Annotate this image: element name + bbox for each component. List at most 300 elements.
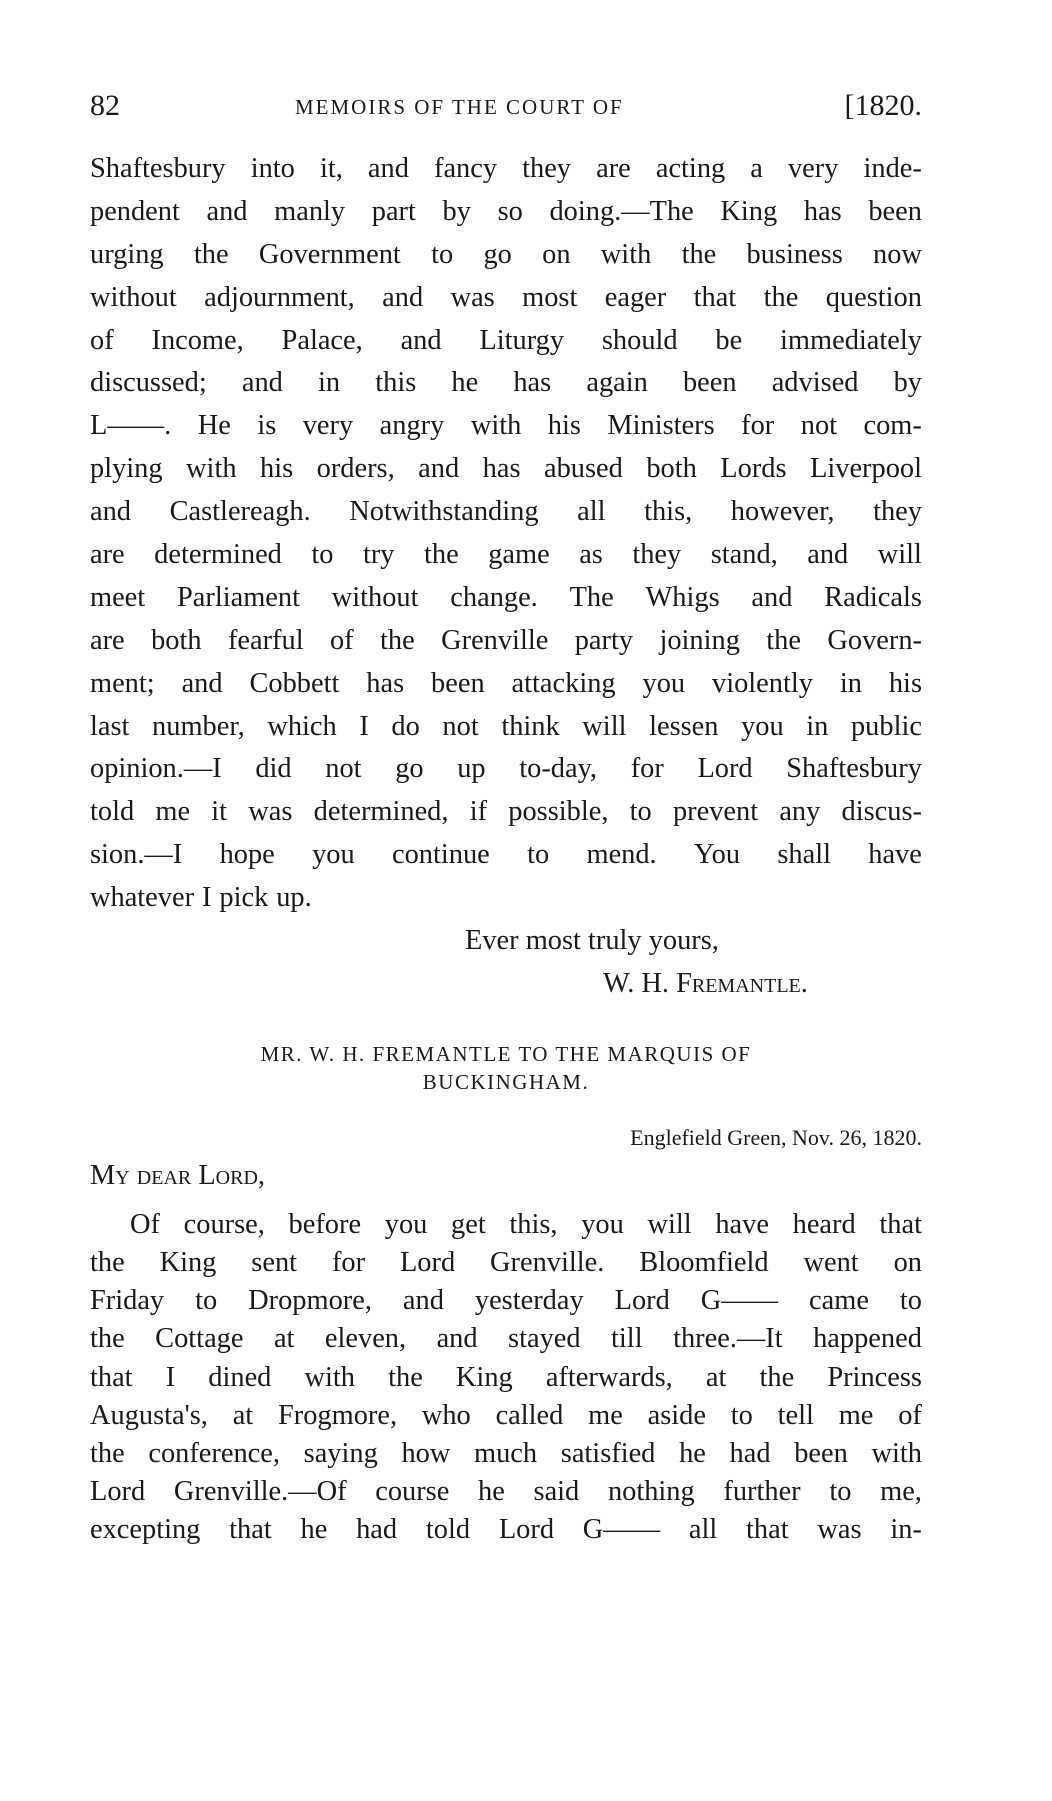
word: Princess	[827, 1361, 922, 1393]
word: He	[197, 410, 231, 442]
word: and	[241, 367, 283, 399]
word: it,	[319, 153, 343, 184]
word: been	[431, 667, 485, 699]
dateline: Englefield Green, Nov. 26, 1820.	[630, 1124, 922, 1150]
word: Lord	[498, 1514, 555, 1546]
word: his	[888, 667, 922, 699]
word: the	[763, 281, 799, 313]
word: without	[90, 281, 177, 313]
word: public	[850, 710, 922, 742]
word: fancy	[433, 153, 498, 184]
word: been	[682, 367, 737, 399]
word: that	[90, 1361, 133, 1393]
signature: W. H. Fremantle.	[603, 967, 808, 999]
text-line	[90, 663, 922, 706]
word: aside	[647, 1399, 706, 1431]
word: to-day,	[519, 753, 598, 785]
word: last	[90, 710, 130, 742]
word: Grenville	[441, 624, 549, 656]
text-line	[90, 1359, 922, 1397]
word: a	[750, 153, 763, 184]
word: in	[806, 710, 829, 742]
word: Grenville.	[490, 1247, 605, 1279]
word: Lords	[720, 453, 787, 485]
text-line	[90, 620, 922, 663]
word: has	[366, 667, 405, 699]
word: Radicals	[824, 581, 922, 613]
word: he	[478, 1476, 505, 1508]
word: for	[630, 753, 664, 785]
word: heard	[792, 1208, 856, 1240]
word: determined,	[313, 796, 449, 828]
text-line	[90, 748, 922, 791]
word: dined	[208, 1361, 272, 1393]
word: any	[779, 796, 821, 828]
word: fearful	[227, 624, 304, 656]
text-line	[90, 191, 922, 234]
word: Parliament	[176, 581, 300, 613]
text-line	[90, 1206, 922, 1244]
word: went	[803, 1247, 859, 1279]
word: on	[893, 1247, 922, 1279]
word: and	[181, 667, 223, 699]
word: Government	[258, 238, 401, 270]
word: not	[325, 753, 362, 785]
word: as	[579, 539, 603, 571]
text-line	[90, 1320, 922, 1358]
text-line	[90, 277, 922, 320]
word: advised	[771, 367, 859, 399]
word: you	[384, 1208, 428, 1240]
word: did	[255, 753, 292, 785]
word: again	[586, 367, 648, 399]
word: Liturgy	[479, 324, 565, 356]
word: to	[899, 1285, 922, 1317]
word: for	[741, 410, 775, 442]
word: if	[469, 796, 488, 828]
word: eleven,	[324, 1323, 407, 1355]
word: lessen	[649, 710, 719, 742]
word: is	[257, 410, 277, 442]
word: Cottage	[155, 1323, 244, 1355]
word: his	[260, 453, 294, 485]
word: change.	[450, 581, 538, 613]
word: violently	[712, 667, 813, 699]
word: discus-	[841, 796, 922, 828]
word: joining	[659, 624, 740, 656]
text-line	[90, 791, 922, 834]
word: to	[629, 796, 652, 828]
book-page	[90, 86, 922, 1550]
word: of	[329, 624, 354, 656]
word: inde-	[863, 153, 922, 184]
word: in	[318, 367, 341, 399]
word: You	[693, 839, 741, 871]
word: Shaftesbury	[90, 153, 226, 184]
word: they	[522, 153, 572, 184]
word: with	[470, 410, 522, 442]
page-number: 82	[90, 89, 120, 122]
word: I	[359, 710, 369, 742]
text-line	[90, 534, 922, 577]
word: saying	[303, 1437, 378, 1469]
word: yesterday	[474, 1285, 584, 1317]
word: afterwards,	[545, 1361, 673, 1393]
word: has	[482, 453, 521, 485]
heading-line: MR. W. H. FREMANTLE TO THE MARQUIS OF	[260, 1041, 752, 1066]
word: stand,	[710, 539, 778, 571]
word: have	[715, 1208, 769, 1240]
word: he	[300, 1514, 328, 1546]
text-line	[90, 405, 922, 448]
word: Frogmore,	[277, 1399, 398, 1431]
word: will	[582, 710, 627, 742]
text-line	[90, 148, 922, 191]
word: of	[898, 1399, 922, 1431]
text-line	[90, 234, 922, 277]
word: try	[362, 539, 395, 571]
text-line	[90, 1511, 922, 1549]
word: me	[588, 1399, 623, 1431]
word: shall	[777, 839, 831, 871]
word: at	[705, 1361, 727, 1393]
word: of	[90, 324, 114, 356]
word: I	[165, 1361, 176, 1393]
word: opinion.—I	[90, 753, 222, 785]
word: told	[90, 796, 135, 828]
word: and	[206, 195, 248, 227]
word: possible,	[508, 796, 609, 828]
word: before	[288, 1208, 362, 1240]
word: both	[151, 624, 202, 656]
word: doing.—The	[549, 195, 694, 227]
word: and	[436, 1323, 478, 1355]
word: me,	[880, 1476, 922, 1508]
word: they	[873, 496, 922, 528]
word: for	[331, 1247, 366, 1279]
word: was	[248, 796, 293, 828]
word: been	[794, 1437, 848, 1469]
word: his	[547, 410, 581, 442]
salutation: My dear Lord,	[90, 1159, 265, 1191]
word: at	[273, 1323, 295, 1355]
word: stayed	[508, 1323, 581, 1355]
word: all	[688, 1514, 718, 1546]
word: the	[193, 238, 229, 270]
word: course	[375, 1476, 450, 1508]
word: course,	[183, 1208, 265, 1240]
word: with	[600, 238, 652, 270]
word: not	[442, 710, 479, 742]
word: immediately	[780, 324, 922, 356]
word: abused	[544, 453, 623, 485]
word: it	[211, 796, 228, 828]
word: was	[817, 1514, 862, 1546]
word: pick	[219, 882, 269, 914]
word: mend.	[586, 839, 657, 871]
word: be	[715, 324, 743, 356]
word: has	[803, 195, 842, 227]
word: attacking	[511, 667, 616, 699]
word: Lord	[614, 1285, 670, 1317]
word: Lord	[90, 1476, 146, 1508]
word: and	[382, 281, 424, 313]
word: had	[356, 1514, 398, 1546]
word: manly	[274, 195, 346, 227]
word: part	[371, 195, 416, 227]
word: to	[730, 1399, 753, 1431]
running-year: [1820.	[844, 89, 922, 122]
word: Cobbett	[249, 667, 340, 699]
word: with	[304, 1361, 355, 1393]
word: came	[809, 1285, 869, 1317]
text-line	[90, 1244, 922, 1282]
word: Grenville.—Of	[173, 1476, 347, 1508]
word: by	[893, 367, 922, 399]
word: in-	[890, 1514, 922, 1546]
word: com-	[863, 410, 922, 442]
word: Whigs	[645, 581, 720, 613]
text-line	[90, 1397, 922, 1435]
word: meet	[90, 581, 146, 613]
word: without	[331, 581, 419, 613]
word: most	[522, 281, 578, 313]
text-line	[90, 706, 922, 749]
word: the	[424, 539, 459, 571]
word: do	[391, 710, 420, 742]
word: this,	[509, 1208, 558, 1240]
word: have	[868, 839, 922, 871]
word: called	[495, 1399, 564, 1431]
word: The	[569, 581, 614, 613]
word: Of	[130, 1208, 160, 1240]
word: business	[746, 238, 843, 270]
word: plying	[90, 453, 163, 485]
word: up	[457, 753, 486, 785]
word: game	[488, 539, 550, 571]
word: the	[90, 1437, 125, 1469]
letter-1-signoff	[90, 920, 922, 1006]
word: this	[375, 367, 417, 399]
text-line	[90, 362, 922, 405]
word: how	[401, 1437, 451, 1469]
word: and	[751, 581, 793, 613]
word: get	[451, 1208, 486, 1240]
word: urging	[90, 238, 164, 270]
word: told	[425, 1514, 471, 1546]
word: he	[451, 367, 479, 399]
word: hope	[219, 839, 275, 871]
text-line	[90, 1435, 922, 1473]
word: excepting	[90, 1514, 201, 1546]
text-line	[90, 491, 922, 534]
word: that	[229, 1514, 272, 1546]
text-line	[90, 448, 922, 491]
word: G——	[700, 1285, 779, 1317]
word: the	[388, 1361, 423, 1393]
word: are	[90, 624, 125, 656]
word: was	[450, 281, 495, 313]
word: satisfied	[560, 1437, 656, 1469]
word: you	[642, 667, 686, 699]
word: that	[879, 1208, 922, 1240]
word: you	[312, 839, 355, 871]
word: number,	[152, 710, 245, 742]
word: Notwithstanding	[349, 496, 539, 528]
word: you	[581, 1208, 624, 1240]
word: continue	[392, 839, 490, 871]
letter-1-body	[90, 148, 922, 920]
word: the	[766, 624, 801, 656]
word: eager	[604, 281, 667, 313]
word: to	[527, 839, 550, 871]
word: King	[159, 1247, 217, 1279]
word: not	[800, 410, 838, 442]
text-line	[90, 1473, 922, 1511]
word: will	[877, 539, 922, 571]
word: the	[90, 1323, 125, 1355]
word: G——	[582, 1514, 661, 1546]
word: that	[693, 281, 737, 313]
word: to	[311, 539, 334, 571]
word: adjournment,	[204, 281, 355, 313]
word: Lord	[697, 753, 753, 785]
word: Liverpool	[810, 453, 922, 485]
word: ment;	[90, 667, 155, 699]
word: acting	[655, 153, 726, 184]
running-head	[90, 86, 922, 126]
word: pendent	[90, 195, 180, 227]
word: Palace,	[281, 324, 363, 356]
word: party	[574, 624, 634, 656]
word: very	[302, 410, 354, 442]
word: are	[90, 539, 125, 571]
word: and	[418, 453, 460, 485]
word: should	[601, 324, 678, 356]
running-title: MEMOIRS OF THE COURT OF	[295, 95, 624, 119]
word: Dropmore,	[248, 1285, 372, 1317]
text-line	[90, 834, 922, 877]
word: discussed;	[90, 367, 207, 399]
word: all	[577, 496, 606, 528]
word: Ministers	[607, 410, 715, 442]
word: they	[632, 539, 682, 571]
word: whatever	[90, 882, 195, 914]
word: Augusta's,	[90, 1399, 208, 1431]
word: very	[787, 153, 839, 184]
word: so	[497, 195, 523, 227]
word: go	[483, 238, 512, 270]
word: further	[723, 1476, 801, 1508]
word: the	[380, 624, 415, 656]
word: conference,	[148, 1437, 280, 1469]
word: me	[155, 796, 191, 828]
word: with	[871, 1437, 922, 1469]
word: are	[596, 153, 631, 184]
word: to	[829, 1476, 852, 1508]
word: you	[741, 710, 784, 742]
word: determined	[154, 539, 282, 571]
word: will	[647, 1208, 692, 1240]
word: by	[442, 195, 471, 227]
word: he	[679, 1437, 706, 1469]
word: Income,	[151, 324, 244, 356]
word: the	[681, 238, 717, 270]
word: to	[195, 1285, 218, 1317]
word: I	[201, 882, 212, 914]
word: and	[367, 153, 409, 184]
word: that	[746, 1514, 789, 1546]
word: Lord	[399, 1247, 456, 1279]
word: and	[402, 1285, 444, 1317]
text-line	[90, 877, 922, 920]
word: King	[455, 1361, 513, 1393]
word: now	[873, 238, 922, 270]
word: tell	[777, 1399, 814, 1431]
text-line	[90, 1282, 922, 1320]
word: however,	[730, 496, 835, 528]
word: till	[611, 1323, 643, 1355]
word: L——.	[90, 410, 172, 442]
letter-2-body	[90, 1206, 922, 1550]
word: and	[90, 496, 131, 528]
word: in	[839, 667, 862, 699]
word: this,	[644, 496, 693, 528]
word: at	[232, 1399, 254, 1431]
word: question	[825, 281, 922, 313]
word: happened	[813, 1323, 922, 1355]
word: has	[513, 367, 552, 399]
word: the	[759, 1361, 795, 1393]
word: nothing	[607, 1476, 695, 1508]
word: much	[474, 1437, 538, 1469]
word: to	[431, 238, 454, 270]
word: who	[421, 1399, 471, 1431]
word: both	[646, 453, 697, 485]
word: Shaftesbury	[786, 753, 922, 785]
word: prevent	[672, 796, 759, 828]
word: on	[542, 238, 571, 270]
heading-line: BUCKINGHAM.	[422, 1069, 590, 1094]
word: angry	[379, 410, 445, 442]
word: Friday	[90, 1285, 165, 1317]
word: think	[501, 710, 560, 742]
word: and	[400, 324, 442, 356]
word: the	[90, 1247, 125, 1279]
word: go	[395, 753, 424, 785]
word: orders,	[316, 453, 395, 485]
word: which	[267, 710, 337, 742]
word: been	[868, 195, 922, 227]
word: Bloomfield	[639, 1247, 769, 1279]
word: sion.—I	[90, 839, 183, 871]
word: me	[838, 1399, 874, 1431]
word: into	[250, 153, 295, 184]
word: Govern-	[827, 624, 922, 656]
word: and	[807, 539, 849, 571]
text-line	[90, 577, 922, 620]
word: Castlereagh.	[169, 496, 311, 528]
word: three.—It	[673, 1323, 783, 1355]
word: King	[720, 195, 778, 227]
word: said	[533, 1476, 580, 1508]
word: up.	[276, 882, 312, 914]
text-line	[90, 320, 922, 363]
word: had	[729, 1437, 771, 1469]
letter-heading	[90, 1040, 922, 1096]
word: with	[186, 453, 237, 485]
word: sent	[251, 1247, 298, 1279]
